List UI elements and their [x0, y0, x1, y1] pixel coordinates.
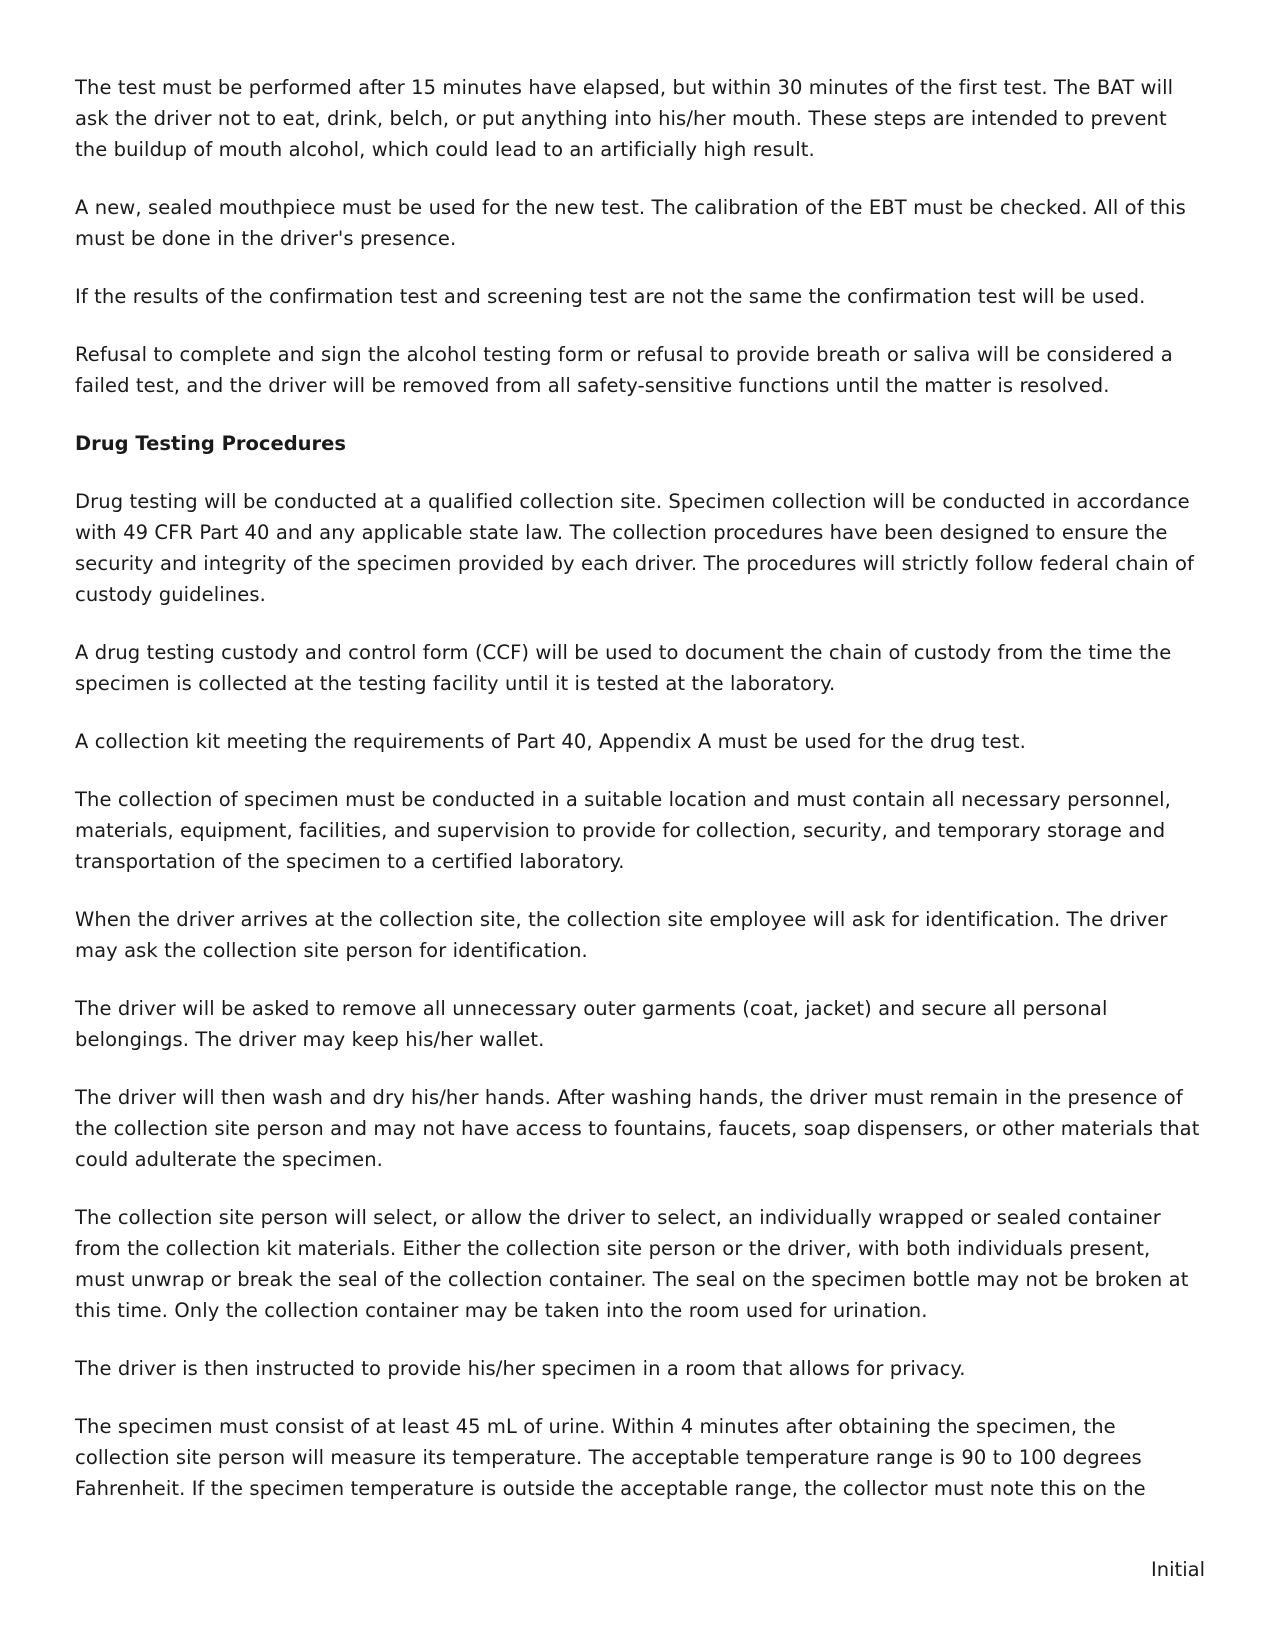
section-heading-drug-testing: Drug Testing Procedures: [75, 432, 346, 455]
paragraph-specimen-temperature: The specimen must consist of at least 45 mL of urine. Within 4 minutes after obtaining the specimen, the collection site person will measure its temperature. The acceptable temperature range is 90 to 100 degrees Fahrenheit. If the specimen temperature is outside the acceptable range, the collector must note this on the: [75, 1415, 1146, 1500]
paragraph-collection-kit: A collection kit meeting the requirements of Part 40, Appendix A must be used for the drug test.: [75, 730, 1026, 753]
paragraph-container-selection: The collection site person will select, or allow the driver to select, an individually wrapped or sealed container from the collection kit materials. Either the collection site person or the driver, with both individuals present, must unwrap or break the seal of the collection container. The seal on the specimen bottle may not be broken at this time. Only the collection container may be taken into the room used for urination.: [75, 1206, 1189, 1322]
paragraph-collection-location: The collection of specimen must be conducted in a suitable location and must contain all necessary personnel, materials, equipment, facilities, and supervision to provide for collection, security, and temporary storage and transportation of the specimen to a certified laboratory.: [75, 788, 1171, 873]
paragraph-wash-hands: The driver will then wash and dry his/her hands. After washing hands, the driver must remain in the presence of the collection site person and may not have access to fountains, faucets, soap dispensers, or other materials that could adulterate the specimen.: [75, 1086, 1200, 1171]
paragraph-privacy: The driver is then instructed to provide his/her specimen in a room that allows for privacy.: [75, 1357, 966, 1380]
paragraph-collection-site: Drug testing will be conducted at a qualified collection site. Specimen collection will be conducted in accordance with 49 CFR Part 40 and any applicable state law. The collection procedures have been designed to ensure the security and integrity of the specimen provided by each driver. The procedures will strictly follow federal chain of custody guidelines.: [75, 490, 1194, 606]
paragraph-identification: When the driver arrives at the collection site, the collection site employee will ask for identification. The driver may ask the collection site person for identification.: [75, 908, 1168, 962]
paragraph-ccf: A drug testing custody and control form (CCF) will be used to document the chain of custody from the time the specimen is collected at the testing facility until it is tested at the laboratory.: [75, 641, 1172, 695]
paragraph-new-mouthpiece: A new, sealed mouthpiece must be used for the new test. The calibration of the EBT must be checked. All of this must be done in the driver's presence.: [75, 196, 1186, 250]
paragraph-refusal: Refusal to complete and sign the alcohol testing form or refusal to provide breath or saliva will be considered a failed test, and the driver will be removed from all safety-sensitive functions until the matter is resolved.: [75, 343, 1173, 397]
paragraph-outer-garments: The driver will be asked to remove all unnecessary outer garments (coat, jacket) and secure all personal belongings. The driver may keep his/her wallet.: [75, 997, 1108, 1051]
footer-initial-label: Initial: [1151, 1558, 1205, 1581]
paragraph-second-test-timing: The test must be performed after 15 minutes have elapsed, but within 30 minutes of the first test. The BAT will ask the driver not to eat, drink, belch, or put anything into his/her mouth. These steps are intended to prevent the buildup of mouth alcohol, which could lead to an artificially high result.: [75, 76, 1174, 161]
document-page: [75, 72, 1205, 1531]
paragraph-confirmation-result: If the results of the confirmation test and screening test are not the same the confirmation test will be used.: [75, 285, 1146, 308]
